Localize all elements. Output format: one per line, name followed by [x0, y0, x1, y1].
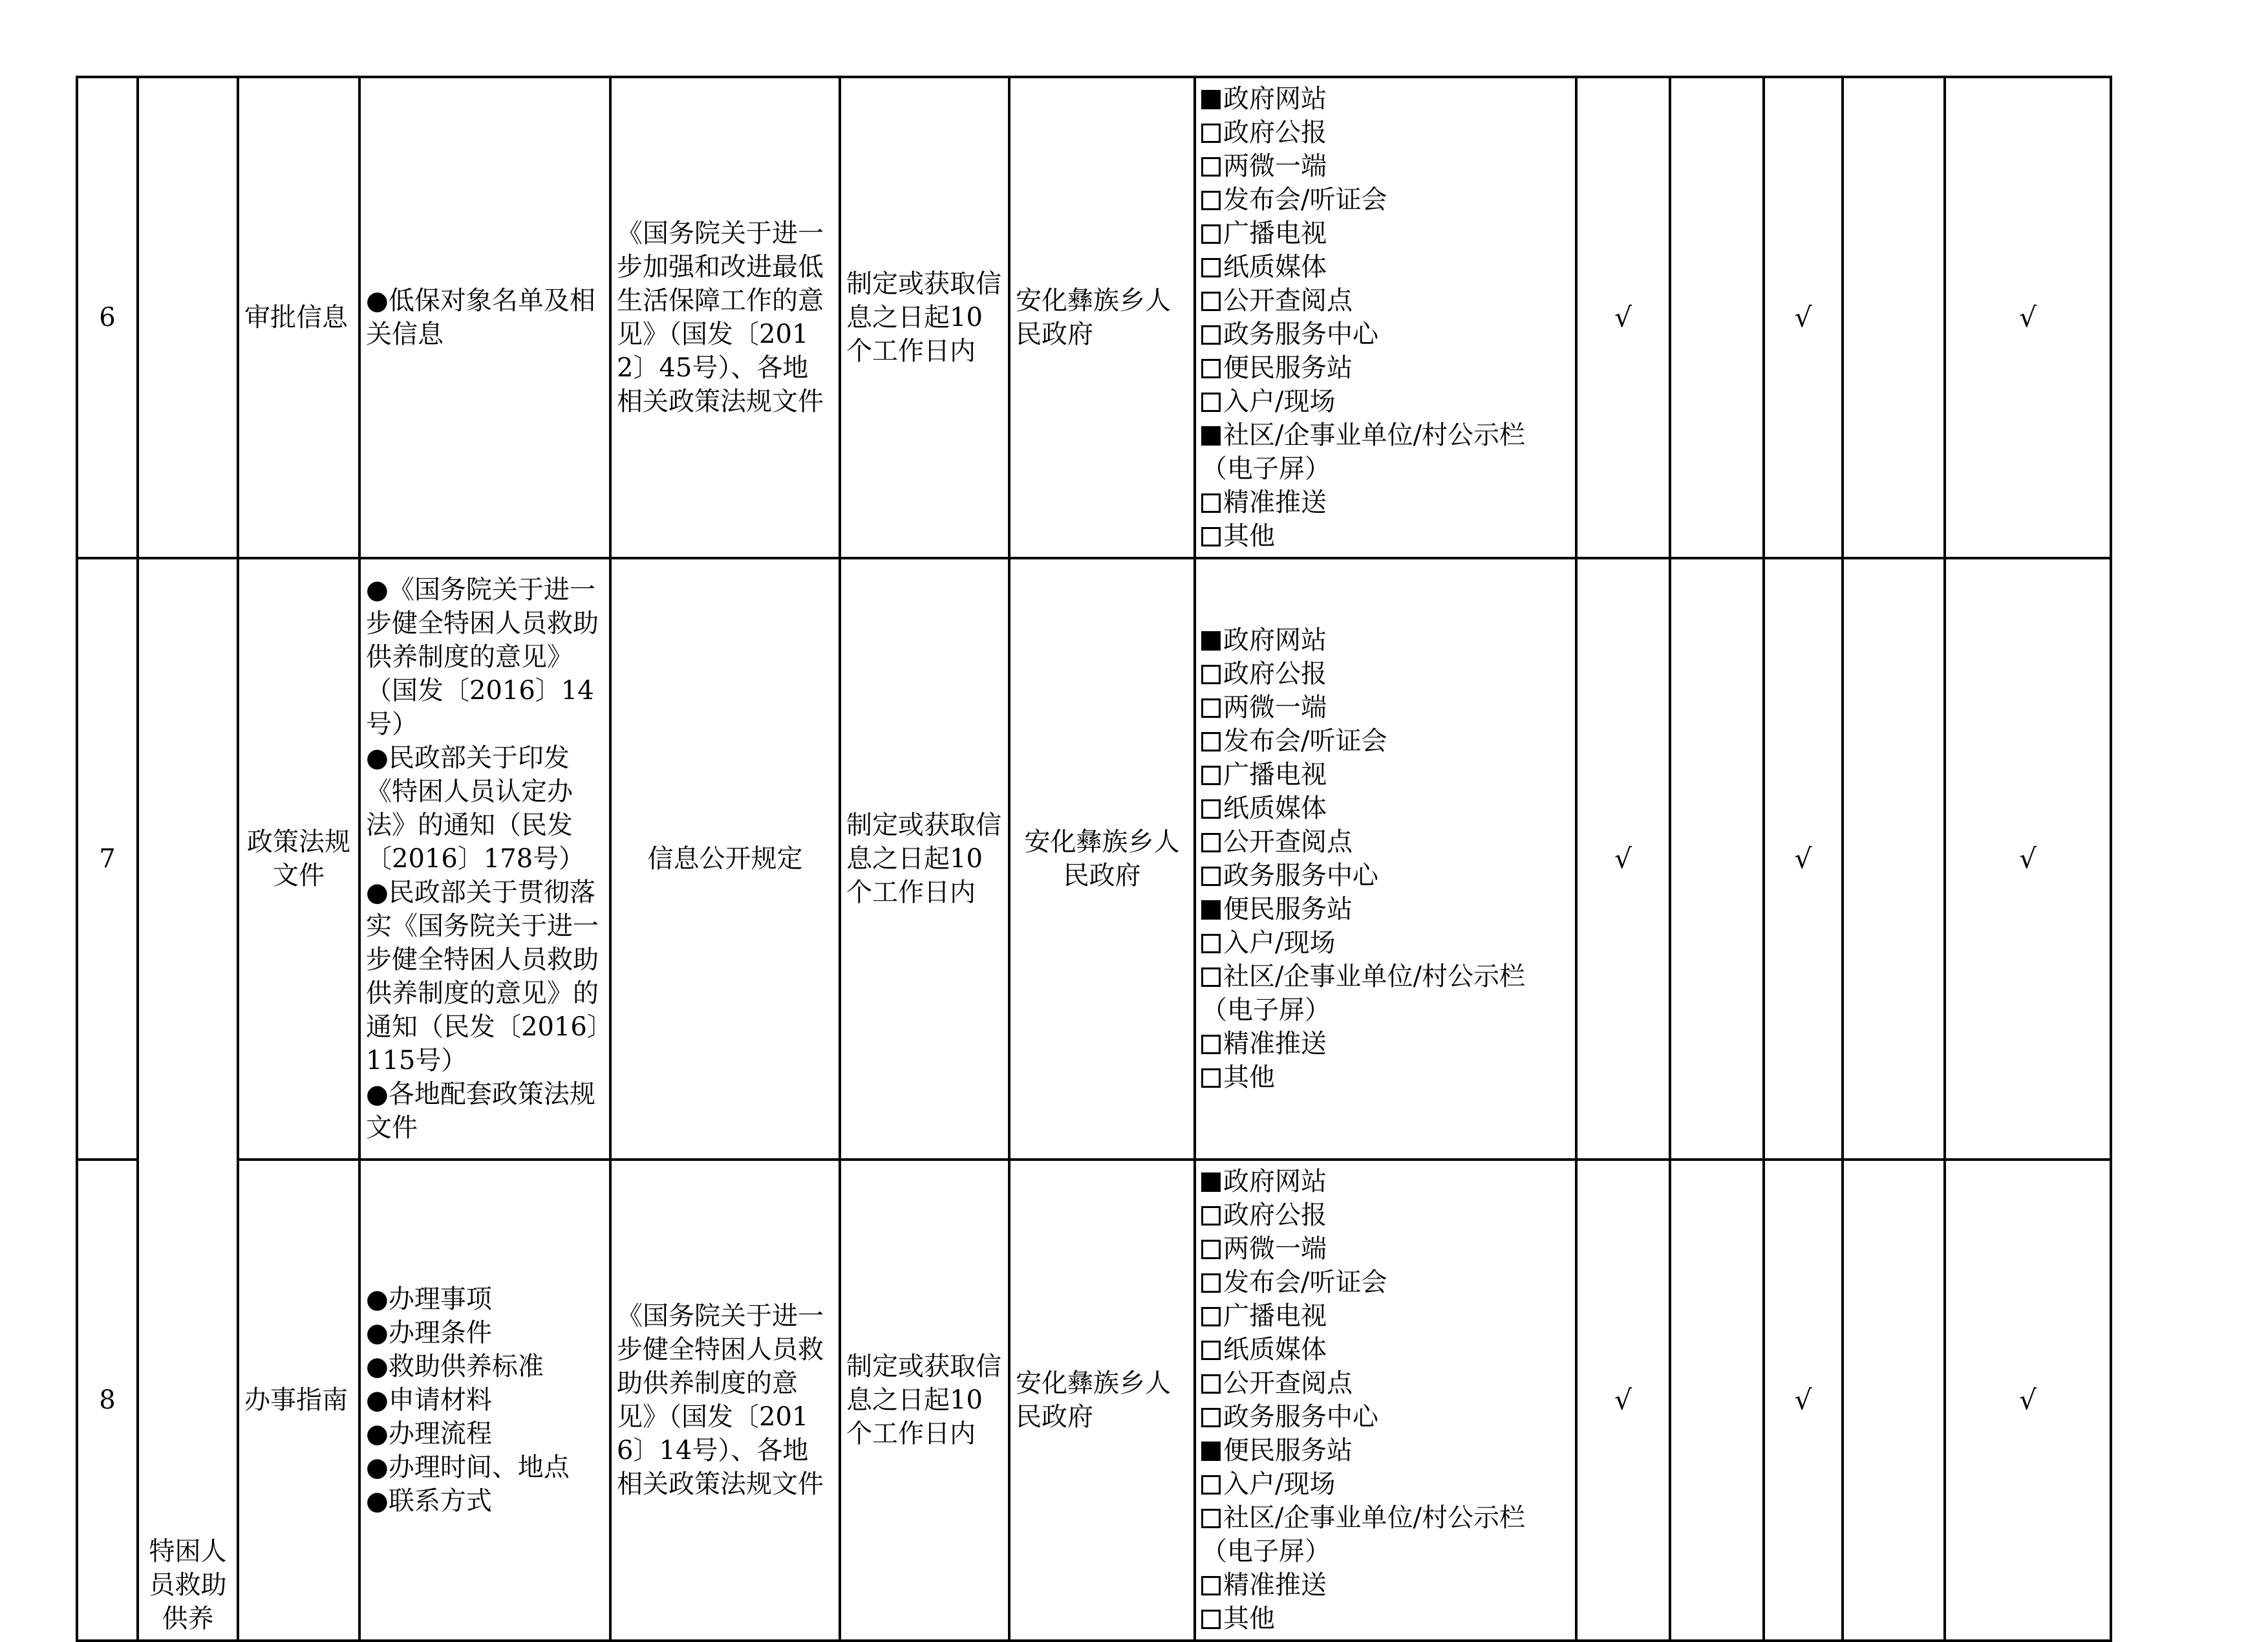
unchecked-box-icon[interactable] — [1201, 1408, 1221, 1427]
channel-options — [1201, 623, 1570, 1094]
check-mark-cell — [1843, 1160, 1945, 1641]
unchecked-box-icon[interactable] — [1201, 1576, 1221, 1595]
channel-label: 纸质媒体 — [1223, 252, 1327, 282]
check-mark-cell — [1670, 77, 1764, 558]
channel-options — [1201, 1165, 1570, 1636]
check-mark-cell: √ — [1764, 77, 1843, 558]
unchecked-box-icon[interactable] — [1201, 665, 1221, 684]
responsible-subject: 安化彝族乡人民政府 — [1009, 558, 1195, 1160]
channel-label: 便民服务站 — [1223, 894, 1353, 924]
row-number: 7 — [77, 558, 138, 1160]
content-line: ●救助供养标准 — [366, 1352, 544, 1381]
unchecked-box-icon[interactable] — [1201, 157, 1221, 177]
channel-option[interactable] — [1201, 1299, 1389, 1333]
check-mark-cell: √ — [1576, 558, 1670, 1160]
channel-list — [1195, 558, 1576, 1160]
channel-option[interactable] — [1201, 318, 1389, 351]
unchecked-box-icon[interactable] — [1201, 732, 1221, 751]
unchecked-box-icon[interactable] — [1201, 1068, 1221, 1088]
channel-option[interactable] — [1201, 1061, 1389, 1094]
channel-option[interactable] — [1201, 758, 1389, 792]
channel-label: 公开查阅点 — [1223, 827, 1353, 857]
channel-option[interactable] — [1201, 519, 1389, 553]
channel-option[interactable] — [1201, 486, 1389, 519]
channel-option[interactable] — [1201, 1232, 1389, 1266]
time-limit: 制定或获取信息之日起10个工作日内 — [840, 558, 1009, 1160]
channel-option[interactable] — [1201, 1165, 1389, 1198]
channel-option[interactable] — [1201, 960, 1570, 1027]
channel-label: 政务服务中心 — [1223, 319, 1378, 349]
item-content — [359, 1160, 610, 1641]
unchecked-box-icon[interactable] — [1201, 1475, 1221, 1495]
channel-label: 政府公报 — [1223, 1200, 1327, 1230]
basis-text: 信息公开规定 — [610, 558, 840, 1160]
channel-option[interactable] — [1201, 1400, 1389, 1434]
content-line: ●《国务院关于进一步健全特困人员救助供养制度的意见》（国发〔2016〕14号） — [366, 575, 599, 739]
channel-label: 公开查阅点 — [1223, 286, 1353, 316]
channel-label: 入户/现场 — [1223, 1469, 1336, 1499]
channel-option[interactable] — [1201, 1266, 1389, 1299]
channel-option[interactable] — [1201, 1333, 1389, 1367]
channel-label: 广播电视 — [1223, 760, 1327, 790]
row-number: 8 — [77, 1160, 138, 1641]
channel-option[interactable] — [1201, 1501, 1570, 1568]
unchecked-box-icon[interactable] — [1201, 224, 1221, 244]
unchecked-box-icon[interactable] — [1201, 1610, 1221, 1629]
check-mark-cell: √ — [1945, 77, 2111, 558]
content-line: ●民政部关于印发《特困人员认定办法》的通知（民发〔2016〕178号） — [366, 743, 585, 874]
unchecked-box-icon[interactable] — [1201, 1240, 1221, 1259]
channel-list — [1195, 77, 1576, 558]
item-content — [359, 77, 610, 558]
checked-box-icon[interactable] — [1201, 1172, 1221, 1192]
channel-option[interactable] — [1201, 351, 1389, 385]
channel-label: 发布会/听证会 — [1223, 185, 1387, 215]
channel-label: 政府网站 — [1223, 1167, 1327, 1196]
channel-option[interactable] — [1201, 792, 1389, 825]
responsible-subject: 安化彝族乡人民政府 — [1009, 77, 1195, 558]
channel-label: 纸质媒体 — [1223, 794, 1327, 823]
content-line: ●办理事项 — [366, 1284, 492, 1314]
check-mark-cell — [1843, 558, 1945, 1160]
channel-options — [1201, 82, 1570, 553]
channel-option[interactable] — [1201, 1568, 1389, 1602]
channel-label: 其他 — [1223, 1063, 1275, 1092]
channel-label: 精准推送 — [1223, 488, 1327, 517]
channel-label: 两微一端 — [1223, 693, 1327, 722]
channel-option[interactable] — [1201, 859, 1389, 892]
checked-box-icon[interactable] — [1201, 426, 1221, 446]
channel-label: 政府公报 — [1223, 118, 1327, 147]
content-line: ●各地配套政策法规文件 — [366, 1079, 595, 1143]
channel-label: 精准推送 — [1223, 1029, 1327, 1059]
channel-option[interactable] — [1201, 1434, 1389, 1467]
channel-label: 政府网站 — [1223, 625, 1327, 655]
item-content — [359, 558, 610, 1160]
unchecked-box-icon[interactable] — [1201, 393, 1221, 412]
table-row — [77, 77, 2111, 558]
checked-box-icon[interactable] — [1201, 1442, 1221, 1461]
channel-option[interactable] — [1201, 250, 1389, 284]
channel-option[interactable] — [1201, 284, 1389, 318]
responsible-subject: 安化彝族乡人民政府 — [1009, 1160, 1195, 1641]
unchecked-box-icon[interactable] — [1201, 1374, 1221, 1394]
unchecked-box-icon[interactable] — [1201, 1273, 1221, 1293]
channel-option[interactable] — [1201, 418, 1570, 486]
channel-label: 广播电视 — [1223, 1301, 1327, 1331]
unchecked-box-icon[interactable] — [1201, 124, 1221, 143]
check-mark-cell — [1670, 1160, 1764, 1641]
checked-box-icon[interactable] — [1201, 900, 1221, 920]
content-line: ●办理流程 — [366, 1419, 492, 1449]
channel-label: 入户/现场 — [1223, 387, 1336, 416]
table-row — [77, 558, 2111, 1160]
time-limit: 制定或获取信息之日起10个工作日内 — [840, 77, 1009, 558]
table-body — [77, 77, 2111, 1641]
unchecked-box-icon[interactable] — [1201, 1341, 1221, 1360]
channel-label: 广播电视 — [1223, 219, 1327, 248]
item-name: 政策法规文件 — [238, 558, 359, 1160]
channel-option[interactable] — [1201, 825, 1389, 859]
channel-label: 入户/现场 — [1223, 928, 1336, 958]
channel-label: 公开查阅点 — [1223, 1368, 1353, 1398]
basis-text: 《国务院关于进一步健全特困人员救助供养制度的意见》（国发〔2016〕14号）、各地相关政策法规文件 — [610, 1160, 840, 1641]
category-cell-blank — [138, 77, 238, 558]
channel-option[interactable] — [1201, 691, 1389, 724]
time-limit: 制定或获取信息之日起10个工作日内 — [840, 1160, 1009, 1641]
unchecked-box-icon[interactable] — [1201, 766, 1221, 785]
channel-label: 精准推送 — [1223, 1570, 1327, 1600]
checked-box-icon[interactable] — [1201, 90, 1221, 109]
check-mark-cell: √ — [1764, 1160, 1843, 1641]
channel-label: 政务服务中心 — [1223, 861, 1378, 891]
check-mark-cell: √ — [1764, 558, 1843, 1160]
channel-label: 两微一端 — [1223, 1234, 1327, 1264]
unchecked-box-icon[interactable] — [1201, 359, 1221, 378]
channel-option[interactable] — [1201, 1467, 1389, 1501]
channel-label: 社区/企事业单位/村公示栏（电子屏） — [1201, 420, 1525, 484]
content-line: ●低保对象名单及相关信息 — [366, 286, 595, 349]
unchecked-box-icon[interactable] — [1201, 1307, 1221, 1326]
channel-option[interactable] — [1201, 623, 1389, 657]
check-mark-cell: √ — [1945, 558, 2111, 1160]
channel-label: 社区/企事业单位/村公示栏（电子屏） — [1201, 1503, 1525, 1566]
channel-option[interactable] — [1201, 892, 1389, 926]
unchecked-box-icon[interactable] — [1201, 527, 1221, 546]
unchecked-box-icon[interactable] — [1201, 493, 1221, 513]
check-mark-cell: √ — [1576, 1160, 1670, 1641]
channel-label: 其他 — [1223, 521, 1275, 551]
channel-option[interactable] — [1201, 183, 1389, 217]
content-line: ●办理条件 — [366, 1318, 492, 1348]
channel-option[interactable] — [1201, 1602, 1389, 1636]
channel-option[interactable] — [1201, 657, 1389, 691]
channel-label: 两微一端 — [1223, 151, 1327, 181]
channel-option[interactable] — [1201, 149, 1389, 183]
channel-label: 其他 — [1223, 1604, 1275, 1634]
unchecked-box-icon[interactable] — [1201, 258, 1221, 277]
channel-label: 发布会/听证会 — [1223, 1268, 1387, 1297]
item-name: 审批信息 — [238, 77, 359, 558]
content-line: ●联系方式 — [366, 1486, 492, 1516]
check-mark-cell — [1843, 77, 1945, 558]
channel-list — [1195, 1160, 1576, 1641]
unchecked-box-icon[interactable] — [1201, 934, 1221, 953]
channel-option[interactable] — [1201, 1198, 1389, 1232]
channel-label: 政府网站 — [1223, 84, 1327, 114]
channel-option[interactable] — [1201, 926, 1389, 960]
check-mark-cell: √ — [1576, 77, 1670, 558]
disclosure-table — [76, 76, 2112, 1642]
channel-option[interactable] — [1201, 82, 1389, 116]
channel-option[interactable] — [1201, 217, 1389, 250]
unchecked-box-icon[interactable] — [1201, 967, 1221, 987]
channel-label: 政府公报 — [1223, 659, 1327, 689]
row-number: 6 — [77, 77, 138, 558]
category-cell: 特困人员救助供养 — [138, 558, 238, 1641]
channel-label: 便民服务站 — [1223, 353, 1353, 383]
channel-label: 社区/企事业单位/村公示栏（电子屏） — [1201, 962, 1525, 1025]
channel-option[interactable] — [1201, 385, 1389, 418]
table-row — [77, 1160, 2111, 1641]
channel-label: 政务服务中心 — [1223, 1402, 1378, 1432]
check-mark-cell: √ — [1945, 1160, 2111, 1641]
content-line: ●民政部关于贯彻落实《国务院关于进一步健全特困人员救助供养制度的意见》的通知（民发〔2016〕115号） — [366, 878, 600, 1075]
item-name: 办事指南 — [238, 1160, 359, 1641]
unchecked-box-icon[interactable] — [1201, 833, 1221, 852]
unchecked-box-icon[interactable] — [1201, 1509, 1221, 1528]
content-line: ●申请材料 — [366, 1385, 492, 1415]
checked-box-icon[interactable] — [1201, 631, 1221, 651]
unchecked-box-icon[interactable] — [1201, 325, 1221, 345]
channel-option[interactable] — [1201, 116, 1389, 149]
unchecked-box-icon[interactable] — [1201, 799, 1221, 819]
channel-option[interactable] — [1201, 1027, 1389, 1061]
unchecked-box-icon[interactable] — [1201, 698, 1221, 718]
channel-label: 便民服务站 — [1223, 1436, 1353, 1465]
channel-option[interactable] — [1201, 724, 1389, 758]
channel-option[interactable] — [1201, 1367, 1389, 1400]
basis-text: 《国务院关于进一步加强和改进最低生活保障工作的意见》（国发〔2012〕45号）、各地相关政策法规文件 — [610, 77, 840, 558]
unchecked-box-icon[interactable] — [1201, 867, 1221, 886]
check-mark-cell — [1670, 558, 1764, 1160]
channel-label: 发布会/听证会 — [1223, 726, 1387, 756]
content-line: ●办理时间、地点 — [366, 1453, 570, 1482]
unchecked-box-icon[interactable] — [1201, 191, 1221, 210]
unchecked-box-icon[interactable] — [1201, 1206, 1221, 1226]
unchecked-box-icon[interactable] — [1201, 1035, 1221, 1054]
channel-label: 纸质媒体 — [1223, 1335, 1327, 1365]
unchecked-box-icon[interactable] — [1201, 292, 1221, 311]
